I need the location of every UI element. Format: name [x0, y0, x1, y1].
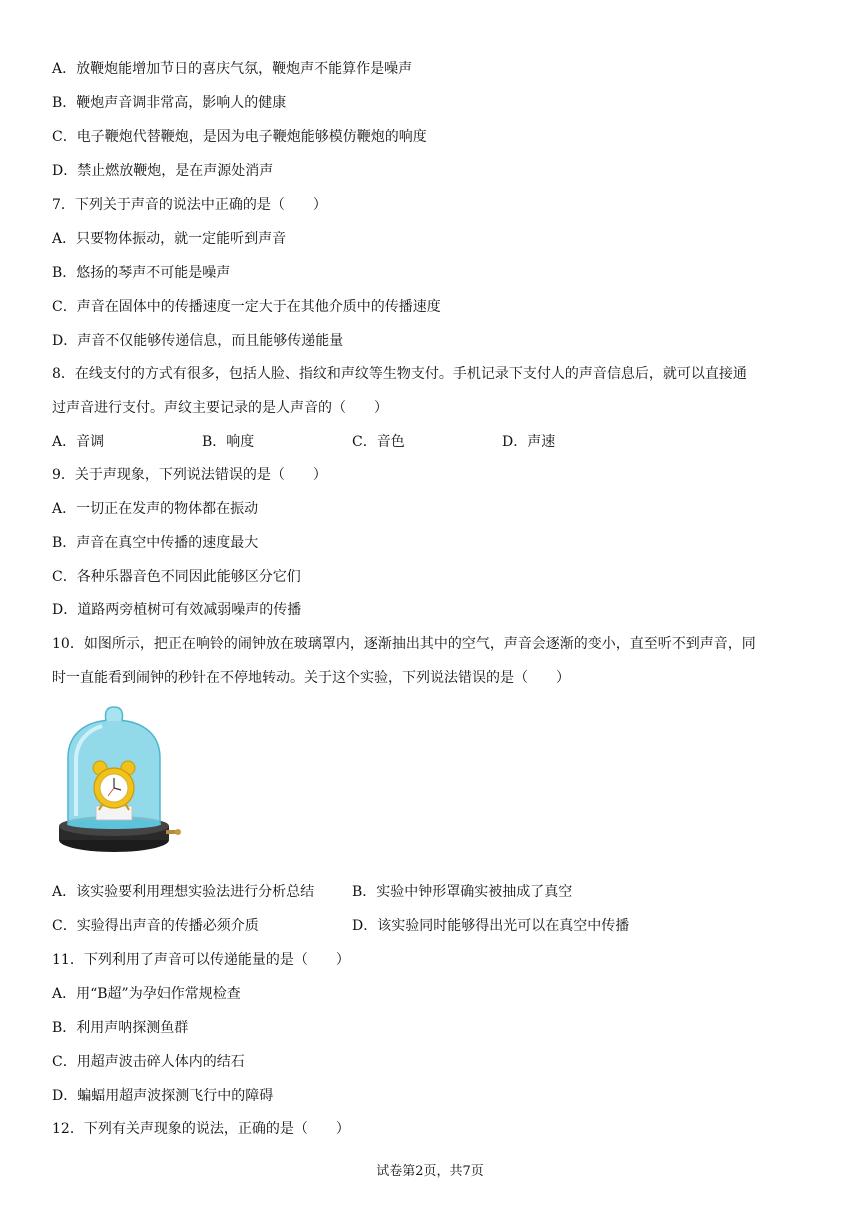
- jar-handle: [105, 707, 122, 721]
- q6-option-d: D．禁止燃放鞭炮，是在声源处消声: [52, 163, 274, 179]
- q7-option-d: D．声音不仅能够传递信息，而且能够传递能量: [52, 333, 344, 349]
- page-footer: 试卷第2页，共7页: [376, 1164, 484, 1179]
- q11-option-d: D．蝙蝠用超声波探测飞行中的障碍: [52, 1088, 274, 1104]
- q10-option-a: A．该实验要利用理想实验法进行分析总结: [52, 884, 315, 900]
- q10-stem-line1: 10．如图所示，把正在响铃的闹钟放在玻璃罩内，逐渐抽出其中的空气，声音会逐渐的变小，直至听不到声音，同: [52, 636, 756, 652]
- q7-option-c: C．声音在固体中的传播速度一定大于在其他介质中的传播速度: [52, 299, 441, 315]
- q6-option-a: A．放鞭炮能增加节日的喜庆气氛，鞭炮声不能算作是噪声: [52, 61, 413, 77]
- q10-option-c: C．实验得出声音的传播必须介质: [52, 918, 259, 934]
- q10-option-b: B．实验中钟形罩确实被抽成了真空: [352, 884, 573, 900]
- q10-option-d: D．该实验同时能够得出光可以在真空中传播: [352, 918, 630, 934]
- bell-jar-clock-figure: [58, 706, 182, 856]
- q8-option-a: A．音调: [52, 434, 105, 450]
- q7-option-b: B．悠扬的琴声不可能是噪声: [52, 265, 231, 281]
- q8-option-d: D．声速: [502, 434, 556, 450]
- q6-option-c: C．电子鞭炮代替鞭炮，是因为电子鞭炮能够模仿鞭炮的响度: [52, 129, 427, 145]
- q9-option-d: D．道路两旁植树可有效减弱噪声的传播: [52, 602, 302, 618]
- q9-stem: 9．关于声现象，下列说法错误的是（ ）: [52, 467, 327, 483]
- q7-stem: 7．下列关于声音的说法中正确的是（ ）: [52, 197, 327, 213]
- q9-option-c: C．各种乐器音色不同因此能够区分它们: [52, 569, 301, 585]
- q8-stem-line2: 过声音进行支付。声纹主要记录的是人声音的（ ）: [52, 400, 388, 416]
- q11-stem: 11．下列利用了声音可以传递能量的是（ ）: [52, 952, 350, 968]
- q8-option-c: C．音色: [352, 434, 405, 450]
- q11-option-b: B．利用声呐探测鱼群: [52, 1020, 189, 1036]
- q7-option-a: A．只要物体振动，就一定能听到声音: [52, 231, 287, 247]
- valve-knob: [175, 829, 181, 835]
- q10-stem-line2: 时一直能看到闹钟的秒针在不停地转动。关于这个实验，下列说法错误的是（ ）: [52, 670, 570, 686]
- bell-jar-illustration: [58, 706, 182, 856]
- q9-option-a: A．一切正在发声的物体都在振动: [52, 501, 259, 517]
- q12-stem: 12．下列有关声现象的说法，正确的是（ ）: [52, 1121, 350, 1137]
- q8-option-b: B．响度: [202, 434, 255, 450]
- q11-option-c: C．用超声波击碎人体内的结石: [52, 1054, 245, 1070]
- q6-option-b: B．鞭炮声音调非常高，影响人的健康: [52, 95, 287, 111]
- q9-option-b: B．声音在真空中传播的速度最大: [52, 535, 259, 551]
- jar-rim: [67, 819, 161, 829]
- q8-stem-line1: 8．在线支付的方式有很多，包括人脸、指纹和声纹等生物支付。手机记录下支付人的声音信息后，就可以直接通: [52, 366, 747, 382]
- q11-option-a: A．用“B超”为孕妇作常规检查: [52, 986, 241, 1002]
